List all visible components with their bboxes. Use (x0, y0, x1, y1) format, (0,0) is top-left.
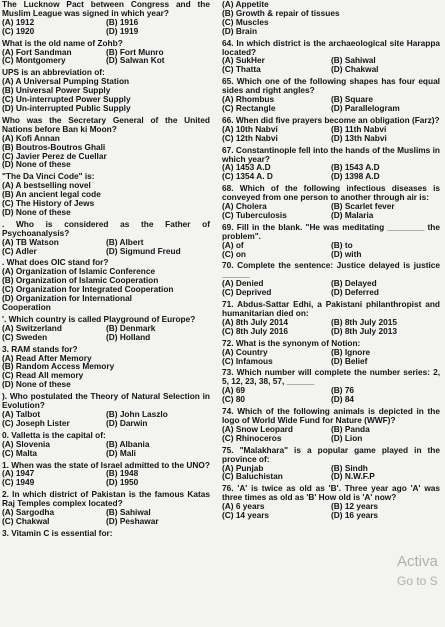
answer-option: (A) Cholera (222, 201, 267, 212)
option-row (2, 419, 210, 428)
answer-option: (C) Read All memory (2, 370, 84, 381)
answer-option: (C) 1354 A. D (222, 171, 273, 182)
option-row (222, 472, 440, 481)
question-text: 2. In which district of Pakistan is the famous Katas Raj Temples complex located? (2, 489, 210, 509)
question-item (222, 77, 440, 113)
answer-option: (B) Albania (106, 438, 150, 449)
option-row (222, 288, 440, 297)
answer-option: (D) Sigmund Freud (106, 245, 181, 256)
question-text: 68. Which of the following infectious diseases is conveyed from one person to another through air is: (222, 183, 440, 203)
option-row (222, 134, 440, 143)
answer-option: (A) 69 (222, 385, 246, 396)
question-text: ). Who postulated the Theory of Natural Selection in Evolution? (2, 391, 210, 411)
answer-option: (A) A bestselling novel (2, 180, 91, 191)
question-text: . Who is considered as the Father of Psychoanalysis? (2, 218, 210, 238)
answer-option: (A) 6 years (222, 501, 265, 512)
answer-option: (B) to (331, 239, 353, 250)
answer-option: (B) Denmark (106, 322, 156, 333)
answer-option: (C) 1949 (2, 477, 35, 488)
question-text: The Lucknow Pact between Congress and the Muslim League was signed in which year? (2, 0, 210, 18)
answer-option: (A) Appetite (222, 0, 269, 9)
answer-option: (D) Organization for International (2, 293, 132, 304)
answer-option: (C) Baluchistan (222, 471, 283, 482)
answer-option: (B) Organization of Islamic Cooperation (2, 275, 159, 286)
answer-option: (D) with (331, 248, 362, 259)
answer-option: (C) Adler (2, 245, 37, 256)
question-text: UPS is an abbreviation of: (2, 67, 105, 78)
answer-option: (C) Sweden (2, 331, 48, 342)
answer-option: (A) SukHer (222, 55, 265, 66)
question-text: 69. Fill in the blank. "He was meditating ________ the problem". (222, 221, 440, 241)
answer-option: (D) Parallelogram (331, 102, 400, 113)
answer-option: (C) Rhinoceros (222, 432, 282, 443)
option-row (222, 104, 440, 113)
answer-option: (D) Peshawar (106, 515, 159, 526)
question-item (222, 407, 440, 443)
answer-option: (D) 1919 (106, 25, 139, 36)
question-text: What is the old name of Zohb? (2, 37, 123, 48)
answer-option: (A) A Universal Pumping Station (2, 76, 130, 87)
answer-option: (A) of (222, 239, 244, 250)
answer-option: (B) Albert (106, 236, 144, 247)
answer-option: (C) Infamous (222, 355, 273, 366)
answer-option: (D) None of these (2, 379, 71, 390)
question-text: 74. Which of the following animals is depicted in the logo of World Wide Fund for Nature (WWF)? (222, 406, 440, 425)
answer-option: (A) 1912 (2, 16, 35, 27)
question-item (222, 368, 440, 404)
answer-option: (B) An ancient legal code (2, 189, 101, 200)
question-item (2, 172, 210, 217)
answer-option: (C) Deprived (222, 287, 272, 298)
question-text: 70. Complete the sentence: Justice delayed is justice ______ (222, 260, 440, 280)
answer-option: (A) Switzerland (2, 322, 62, 333)
answer-option: (D) Un-interrupted Public Supply (2, 102, 131, 113)
option-row (222, 211, 440, 220)
answer-option: (C) Thatta (222, 64, 261, 75)
answer-option: (C) 80 (222, 394, 246, 405)
question-item (222, 116, 440, 143)
question-text: 0. Valletta is the capital of: (2, 429, 106, 440)
answer-option: (A) 10th Nabvi (222, 123, 278, 134)
activation-watermark (397, 553, 445, 588)
question-item (2, 258, 210, 311)
answer-option: (D) 1398 A.D (331, 171, 380, 182)
answer-option: (B) 1916 (106, 16, 139, 27)
question-text: "The Da Vinci Code" is: (2, 171, 95, 182)
answer-option: (C) Malta (2, 447, 38, 458)
left-column (2, 0, 210, 541)
answer-option: (A) Punjab (222, 462, 264, 473)
answer-option: (B) 8th July 2015 (331, 316, 397, 327)
question-item (2, 116, 210, 169)
option-row (222, 511, 440, 520)
option-row (222, 250, 440, 259)
answer-option: (B) 1948 (106, 468, 139, 479)
answer-option: (D) 1950 (106, 477, 139, 488)
option-row (2, 449, 210, 458)
question-item (222, 300, 440, 336)
question-text: 67. Constantinople fell into the hands of the Muslims in which year? (222, 144, 440, 164)
answer-option: (D) Darwin (106, 417, 148, 428)
question-item (222, 39, 440, 75)
question-text: 72. What is the synonym of Notion: (222, 337, 361, 348)
question-item (2, 345, 210, 390)
answer-option: (B) Delayed (331, 278, 377, 289)
question-item (2, 68, 210, 113)
question-text: 64. In which district is the archaeological site Harappa located? (222, 37, 440, 57)
answer-option: (A) TB Watson (2, 236, 59, 247)
watermark-line-2: Go to S (397, 574, 438, 588)
answer-option: (B) Random Access Memory (2, 361, 115, 372)
answer-option: (C) 8th July 2016 (222, 325, 288, 336)
answer-option: (C) Montgomery (2, 55, 66, 66)
question-item (2, 529, 210, 538)
answer-option: (A) Organization of Islamic Conference (2, 266, 156, 277)
question-item (2, 392, 210, 428)
option-row (2, 333, 210, 342)
answer-option: (C) The History of Jews (2, 198, 95, 209)
option-row (222, 357, 440, 366)
answer-option: (C) Muscles (222, 16, 269, 27)
answer-option: (A) 1947 (2, 468, 35, 479)
answer-option: (A) Talbot (2, 408, 41, 419)
answer-option: (D) N.W.F.P (331, 471, 375, 482)
answer-option: (A) Kofi Annan (2, 132, 60, 143)
question-text: '. Which country is called Playground of Europe? (2, 313, 196, 324)
answer-option: (C) Rectangle (222, 102, 276, 113)
option-row (222, 395, 440, 404)
option-row (2, 56, 210, 65)
watermark-line-1: Activa (397, 553, 438, 570)
answer-option: (D) Holland (106, 331, 151, 342)
answer-option: (D) 16 years (331, 510, 379, 521)
answer-option: (D) 13th Nabvi (331, 132, 387, 143)
answer-option: (A) Rhombus (222, 94, 275, 105)
answer-option: (C) Organization for Integrated Cooperation (2, 284, 174, 295)
answer-option: (C) Joseph Lister (2, 417, 70, 428)
question-item (2, 461, 210, 488)
answer-option: (D) Salwan Kot (106, 55, 165, 66)
answer-option: (B) 1543 A.D (331, 162, 380, 173)
answer-option: (D) 84 (331, 394, 355, 405)
question-text: 3. Vitamin C is essential for: (2, 527, 113, 538)
question-item (222, 446, 440, 482)
question-item (2, 431, 210, 458)
question-text: 76. 'A' is twice as old as 'B'. Three year ago 'A' was three times as old as 'B' How old is 'A' now? (222, 483, 440, 503)
answer-option: (C) on (222, 248, 246, 259)
answer-option: (D) Malaria (331, 209, 374, 220)
option-row (222, 172, 440, 181)
answer-option: (A) Sargodha (2, 507, 55, 518)
answer-option: (C) Javier Perez de Cuellar (2, 150, 107, 161)
answer-option: (C) Un-interrupted Power Supply (2, 94, 131, 105)
question-text: 73. Which number will complete the number series: 2, 5, 12, 23, 38, 57, ______ (222, 367, 440, 387)
question-item (2, 490, 210, 526)
option-row (2, 247, 210, 256)
answer-option: (B) Sindh (331, 462, 368, 473)
question-text: 65. Which one of the following shapes has four equal sides and right angles? (222, 76, 440, 96)
answer-option: (D) None of these (2, 159, 71, 170)
question-item (222, 146, 440, 182)
answer-option: (B) 11th Nabvi (331, 123, 387, 134)
answer-option: (D) Lion (331, 432, 363, 443)
answer-option: (D) Brain (222, 25, 258, 36)
answer-option: (B) Sahiwal (106, 507, 151, 518)
answer-option: (A) 8th July 2014 (222, 316, 288, 327)
answer-option: (D) Deferred (331, 287, 379, 298)
answer-option: (A) Denied (222, 278, 264, 289)
question-text: 66. When did five prayers become an obligation (Farz)? (222, 114, 440, 125)
answer-option: (D) 8th July 2013 (331, 325, 397, 336)
question-item (2, 39, 210, 66)
answer-option: (B) Growth & repair of tissues (222, 7, 340, 18)
question-item (222, 484, 440, 520)
answer-option: (A) Slovenia (2, 438, 50, 449)
question-text: . What does OIC stand for? (2, 257, 109, 268)
answer-option: (D) Mali (106, 447, 136, 458)
question-item (222, 0, 440, 36)
answer-option: (B) 76 (331, 385, 355, 396)
answer-option: (B) Scarlet fever (331, 201, 395, 212)
question-text: 71. Abdus-Sattar Edhi, a Pakistani philanthropist and humanitarian died on: (222, 299, 440, 318)
question-item (222, 223, 440, 259)
option-row (222, 434, 440, 443)
question-item (2, 220, 210, 256)
option-row (222, 327, 440, 336)
answer-option: (C) Chakwal (2, 515, 50, 526)
question-text: 1. When was the state of Israel admitted to the UNO? (2, 459, 210, 470)
answer-option: (B) Sahiwal (331, 55, 376, 66)
answer-option: (B) 12 years (331, 501, 379, 512)
answer-option: (A) Read After Memory (2, 352, 92, 363)
answer-option: (B) Universal Power Supply (2, 85, 111, 96)
answer-option: (C) Tuberculosis (222, 209, 287, 220)
question-item (2, 315, 210, 342)
option-row (2, 27, 210, 36)
answer-option: (B) Fort Munro (106, 46, 164, 57)
option-row (2, 517, 210, 526)
question-item (222, 261, 440, 297)
question-item (222, 184, 440, 220)
answer-option: (D) None of these (2, 206, 71, 217)
answer-option: (C) 12th Nabvi (222, 132, 278, 143)
answer-option: (C) 14 years (222, 510, 270, 521)
answer-option: (A) Fort Sandman (2, 46, 72, 57)
right-column (222, 0, 440, 523)
answer-option: (A) Snow Leopard (222, 423, 293, 434)
answer-option: (B) Ignore (331, 346, 371, 357)
option-row (222, 65, 440, 74)
answer-option: (D) Chakwal (331, 64, 379, 75)
answer-option: (D) Belief (331, 355, 368, 366)
question-text: Who was the Secretary General of the United Nations before Ban ki Moon? (2, 114, 210, 134)
answer-option: Cooperation (2, 302, 51, 312)
question-text: 3. RAM stands for? (2, 343, 78, 354)
question-item (222, 339, 440, 366)
answer-option: (C) 1920 (2, 25, 35, 36)
option-row (2, 478, 210, 487)
answer-option: (B) John Laszlo (106, 408, 168, 419)
answer-option: (B) Boutros-Boutros Ghali (2, 141, 106, 152)
answer-option: (A) 1453 A.D (222, 162, 271, 173)
question-text: 75. "Malakhara" is a popular game played in the province of: (222, 444, 440, 464)
answer-option: (B) Panda (331, 423, 370, 434)
answer-option: (A) Country (222, 346, 268, 357)
question-item (2, 0, 210, 36)
answer-option: (B) Square (331, 94, 373, 105)
